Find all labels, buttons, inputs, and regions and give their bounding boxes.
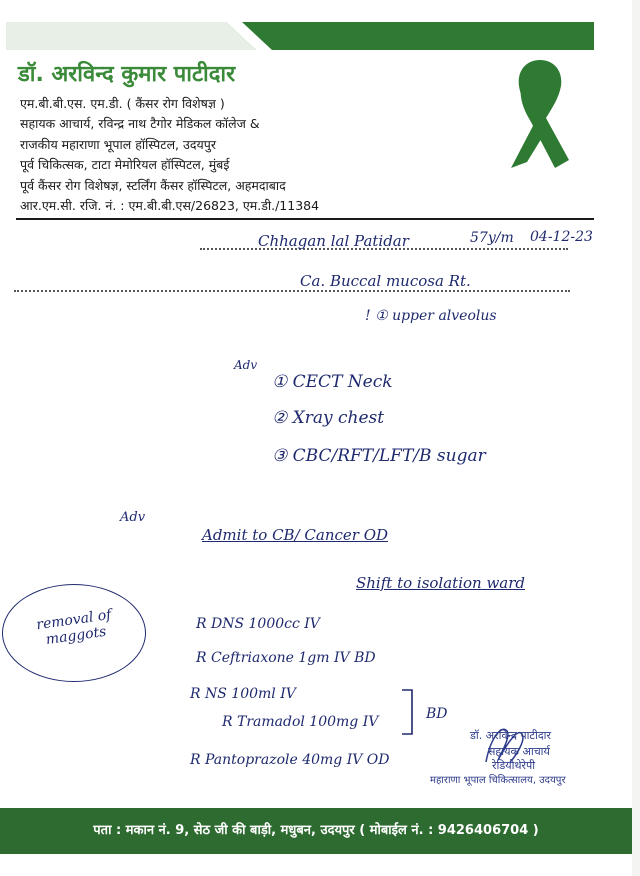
medication-line: R Tramadol 100mg IV: [222, 714, 379, 730]
medication-line: R NS 100ml IV: [190, 686, 296, 702]
footer-address: पता : मकान नं. 9, सेठ जी की बाड़ी, मधुबन, उदयपुर ( मोबाईल नं. : 9426406704 ): [93, 823, 539, 838]
advice-item: ③ CBC/RFT/LFT/B sugar: [272, 446, 486, 466]
medication-line: R Pantoprazole 40mg IV OD: [190, 752, 390, 768]
patient-name: Chhagan lal Patidar: [258, 232, 409, 250]
advice-item: ② Xray chest: [272, 408, 385, 428]
patient-age-sex: 57y/m: [470, 230, 514, 246]
awareness-ribbon-icon: [505, 56, 575, 174]
qualification-line: सहायक आचार्य, रविन्द्र नाथ टैगोर मेडिकल कॉलेज &: [20, 116, 260, 131]
advice-label: Adv: [234, 358, 258, 372]
medication-line: R DNS 1000cc IV: [196, 616, 320, 632]
qualification-line: पूर्व चिकित्सक, टाटा मेमोरियल हॉस्पिटल, मुंबई: [20, 157, 230, 172]
qualification-line: एम.बी.बी.एस. एम.डी. ( कैंसर रोग विशेषज्ञ ): [20, 96, 225, 111]
prescription-date: 04-12-23: [530, 229, 593, 245]
bracket-note: BD: [426, 706, 448, 722]
advice-label: Adv: [120, 510, 146, 525]
medication-line: R Ceftriaxone 1gm IV BD: [196, 650, 376, 666]
circled-note: removal of maggots: [35, 606, 113, 649]
admission-instruction: Admit to CB/ Cancer OD: [202, 526, 389, 544]
header-divider: [16, 218, 594, 220]
advice-item: ① CECT Neck: [272, 372, 393, 392]
stamp-line: रेडियोथेरेपी: [492, 759, 536, 772]
qualification-line: पूर्व कैंसर रोग विशेषज्ञ, स्टर्लिंग कैंसर हॉस्पिटल, अहमदाबाद: [20, 178, 286, 193]
qualification-line: राजकीय महाराणा भूपाल हॉस्पिटल, उदयपुर: [20, 137, 216, 152]
clinical-note: ! ① upper alveolus: [365, 308, 497, 324]
footer-band: [0, 808, 632, 854]
stamp-line: डॉ. अरविन्द पाटीदार: [470, 729, 552, 742]
stamp-line: महाराणा भूपाल चिकित्सालय, उदयपुर: [430, 775, 566, 786]
diagnosis: Ca. Buccal mucosa Rt.: [300, 272, 471, 290]
header-band-graphic: [6, 22, 594, 50]
registration-line: आर.एम.सी. रजि. नं. : एम.बी.बी.एस/26823, एम.डी./11384: [20, 198, 320, 213]
doctor-name: डॉ. अरविन्द कुमार पाटीदार: [18, 62, 236, 87]
dotted-line: [14, 290, 570, 292]
bracket-mark: [398, 688, 416, 736]
header-band: [6, 22, 594, 50]
shift-instruction: Shift to isolation ward: [356, 574, 526, 592]
stamp-line: सहायक आचार्य: [488, 745, 550, 758]
